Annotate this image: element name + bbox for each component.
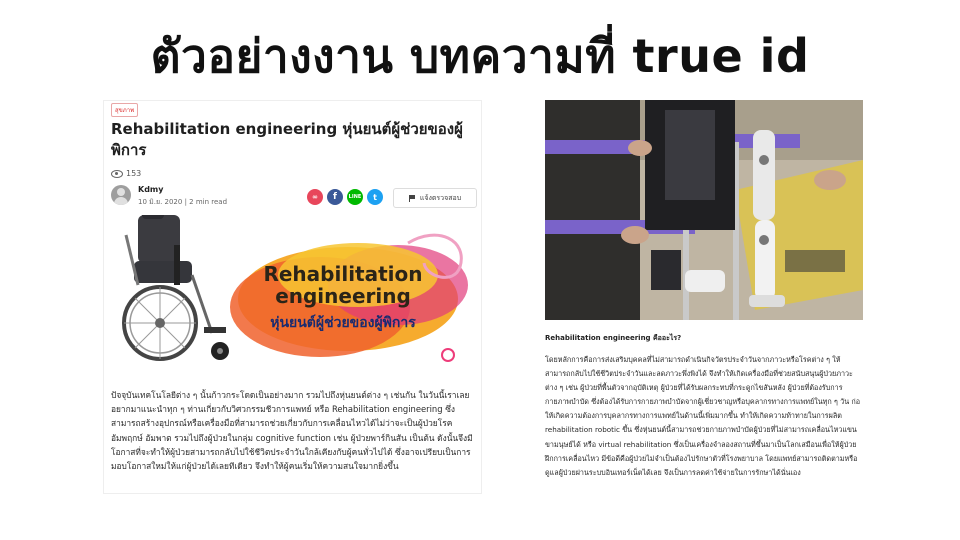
- report-label: แจ้งตรวจสอบ: [419, 193, 462, 202]
- view-count: [111, 169, 141, 178]
- hero-subtitle: หุ่นยนต์ผู้ช่วยของผู้พิการ: [270, 315, 416, 331]
- wheelchair-illustration: [124, 215, 229, 360]
- share-hero-icon[interactable]: ∞: [307, 189, 323, 205]
- report-button[interactable]: [393, 188, 477, 208]
- eye-icon: [111, 170, 123, 178]
- section-body: โดยหลักการคือการส่งเสริมบุคคลที่ไม่สามารถดำเนินกิจวัตรประจำวันจากภาวะหรือโรคต่าง ๆ ให้สามารถกลับไปใช้ชีวิตประจำวันและลดภาวะพึ่งพิงได้ จึงทำให้เกิดเครื่องมือที่ช่วยสนับสนุนผู้ป่วยภาวะต่าง ๆ เช่น ผู้ป่วยที่พื้นตัวจากอุบัติเหตุ ผู้ป่วยที่ได้รับผลกระทบที่กระดูกไขสันหลัง ผู้ป่วยที่ต้องรับการกายภาพบำบัด ซึ่งต้องได้รับการกายภาพบำบัดจากผู้เชี่ยวชาญหรือบุคลากรทางการแพทย์ในทุก ๆ วัน ก่อให้เกิดความต้องการบุคลากรทางการแพทย์ในด้านนี้เพิ่มมากขึ้น ทำให้เกิดความท้าทายในการผลิต rehabilitation robotic ขึ้น ซึ่งหุ่นยนต์นี้สามารถช่วยกายภาพบำบัดผู้ป่วยที่ไม่สามารถเคลื่อนไหวแขนขามนุษย์ได้ หรือ virtual rehabilitation ซึ่งเป็นเครื่องจำลองสถานที่ขึ้นมาเป็นโลกเสมือนเพื่อให้ผู้ป่วยฝึกการเคลื่อนไหว มีข้อดีคือผู้ป่วยไม่จำเป็นต้องไปรักษาตัวที่โรงพยาบาล โดยแพทย์สามารถติดตามหรือดูแลผู้ป่วยผ่านระบบอินเทอร์เน็ตได้เลย จึงเป็นการลดค่าใช้จ่ายในการรักษาได้นั่นเอง: [545, 355, 861, 477]
- twitter-icon[interactable]: t: [367, 189, 383, 205]
- avatar[interactable]: [111, 185, 131, 205]
- article-body: ปัจจุบันเทคโนโลยีต่าง ๆ นั้นก้าวกระโดดเป็นอย่างมาก รวมไปถึงหุ่นยนต์ต่าง ๆ เช่นกัน ในวันนี้เราเลยอยากมาแนะนำทุก ๆ ท่านเกี่ยวกับวิศวกรรมชีวการแพทย์ หรือ Rehabilitation engineering ซึ่งสามารถสร้างอุปกรณ์หรือเครื่องมือที่สามารถช่วยเกี่ยวกับการเคลื่อนไหวได้ไม่ว่าจะเป็นผู้ป่วยโรคอัมพฤกษ์ อัมพาต รวมไปถึงผู้ป่วยในกลุ่ม cognitive function เช่น ผู้ป่วยพาร์กินสัน เป็นต้น ดังนั้นจึงมีโอกาสที่จะทำให้ผู้ป่วยสามารถกลับไปใช้ชีวิตประจำวันใกล้เคียงกับผู้คนทั่วไปได้ ซึ่งอาจเปรียบเป็นการมอบโอกาสใหม่ให้แก่ผู้ป่วยได้เลยทีเดียว จึงทำให้ผู้คนเริ่มให้ความสนใจมากยิ่งขึ้น: [111, 390, 473, 472]
- slide-title: ตัวอย่างงาน บทความที่ true id: [150, 29, 810, 83]
- hero-title-line2: engineering: [275, 284, 411, 308]
- section-heading: Rehabilitation engineering คืออะไร?: [545, 334, 682, 342]
- line-icon[interactable]: LINE: [347, 189, 363, 205]
- rehab-robot-photo: [545, 100, 863, 320]
- flag-icon: [409, 195, 416, 202]
- author-name[interactable]: Kdmy: [138, 185, 164, 194]
- photo-illustration: [545, 100, 863, 320]
- author-row: [111, 185, 477, 211]
- publish-date: 10 มิ.ย. 2020 | 2 min read: [138, 198, 228, 206]
- hero-title-line1: Rehabilitation: [263, 262, 423, 286]
- article-screenshot: [103, 100, 482, 494]
- hero-image: [108, 215, 476, 370]
- article-headline: Rehabilitation engineering หุ่นยนต์ผู้ช่วยของผู้พิการ: [111, 120, 463, 159]
- category-badge[interactable]: สุขภาพ: [111, 103, 138, 117]
- facebook-icon[interactable]: f: [327, 189, 343, 205]
- view-count-value: 153: [126, 169, 142, 178]
